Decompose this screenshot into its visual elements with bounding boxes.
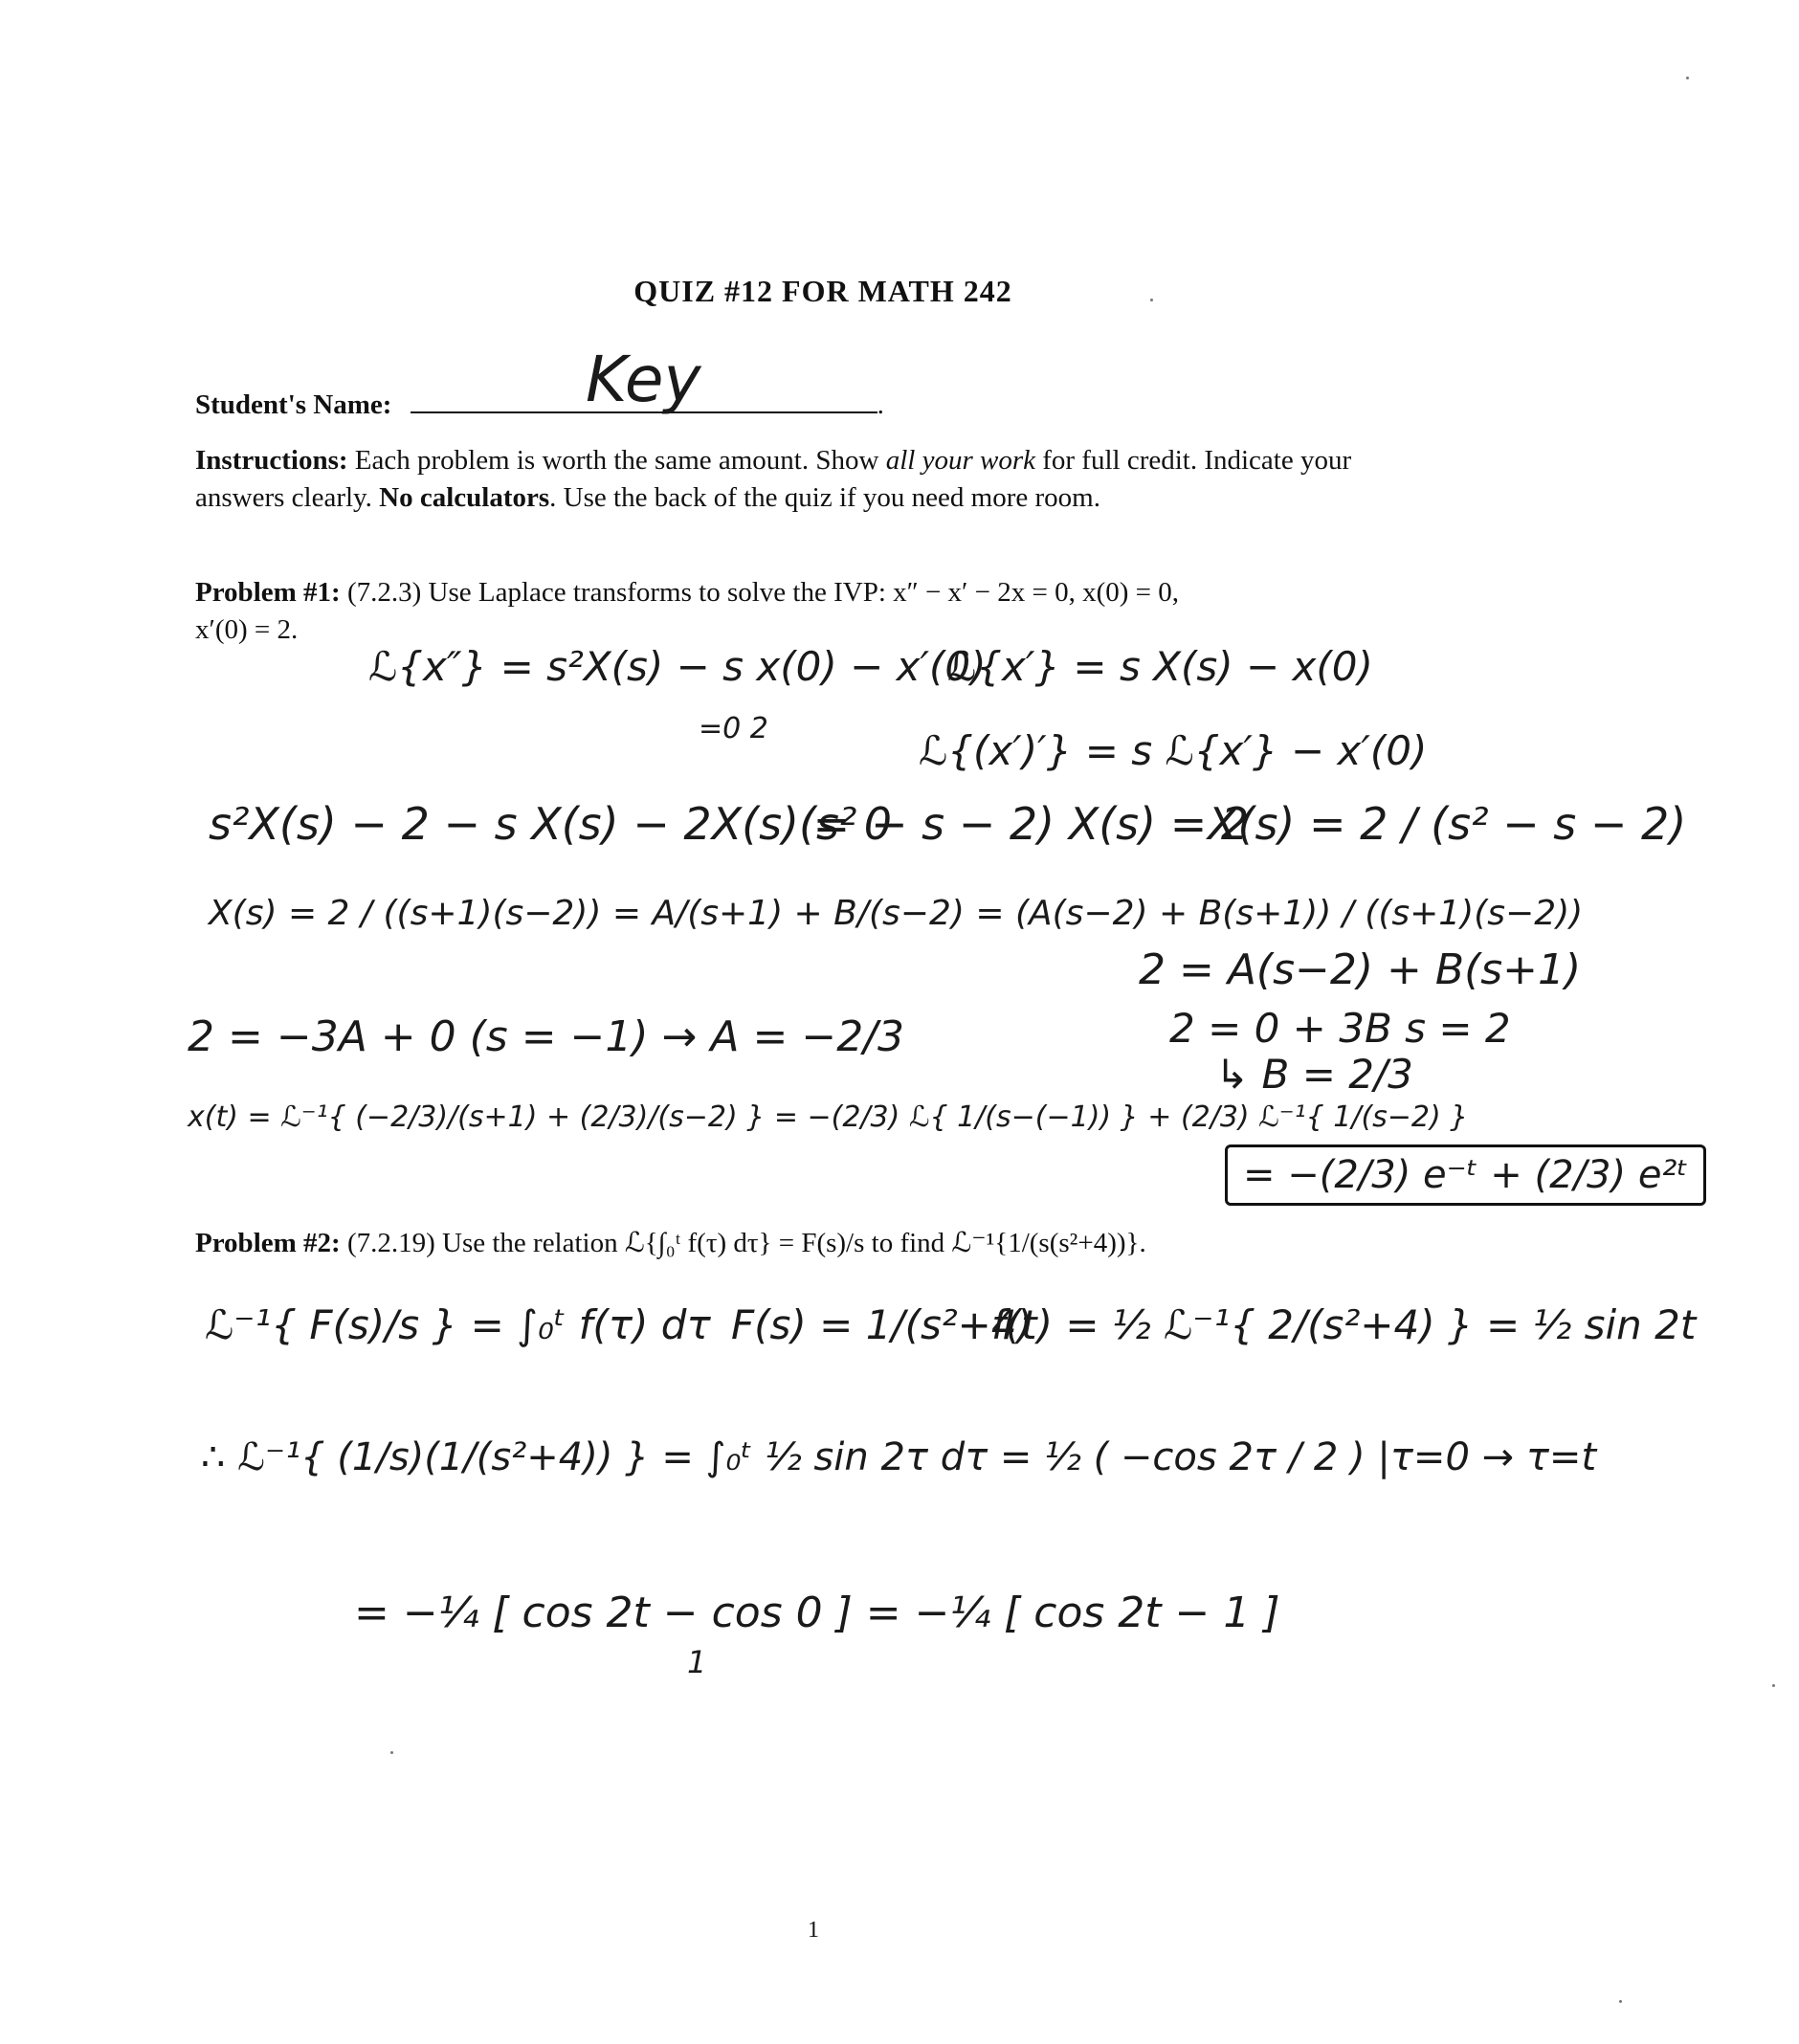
p1-coefficient-equation: 2 = A(s−2) + B(s+1) [1139, 945, 1582, 994]
problem-2-statement [195, 1225, 1497, 1262]
student-name-row: Student's Name: . [195, 383, 884, 424]
problem-1-text: (7.2.3) Use Laplace transforms to solve the IVP: x″ − x′ − 2x = 0, x(0) = 0, [340, 577, 1180, 608]
p1-laplace-note: ℒ{(x′)′} = s ℒ{x′} − x′(0) [919, 727, 1428, 774]
instructions-label: Instructions: [195, 445, 348, 476]
scan-speck [1619, 2000, 1622, 2003]
instructions-text-3: . Use the back of the quiz if you need more room. [549, 482, 1100, 513]
problem-2-label: Problem #2: [195, 1228, 341, 1258]
p2-final-answer: = −¼ [ cos 2t − cos 0 ] = −¼ [ cos 2t − 1 ] [354, 1589, 1280, 1637]
problem-1-text-2: x′(0) = 2. [195, 614, 299, 645]
p1-final-answer-box: = −(2/3) e⁻ᵗ + (2/3) e²ᵗ [1225, 1144, 1706, 1206]
scan-speck [1772, 1684, 1775, 1687]
p2-cos-zero-value: 1 [687, 1644, 707, 1680]
p1-factored-equation: (s² − s − 2) X(s) = 2 [799, 798, 1250, 850]
p2-F-definition: F(s) = 1/(s²+4) [731, 1301, 1033, 1348]
p1-solve-B-eq: 2 = 0 + 3B s = 2 [1169, 1005, 1511, 1052]
instructions-text-1: Each problem is worth the same amount. Show [347, 445, 886, 476]
p1-inverse-transform: x(t) = ℒ⁻¹{ (−2/3)/(s+1) + (2/3)/(s−2) } = −(2/3) ℒ{ 1/(s−(−1)) } + (2/3) ℒ⁻¹{ 1/(s−2) } [188, 1100, 1469, 1134]
scan-speck [1150, 299, 1153, 301]
instructions [195, 442, 1439, 517]
page-title: QUIZ #12 FOR MATH 242 [633, 274, 1012, 308]
p1-partial-fractions: X(s) = 2 / ((s+1)(s−2)) = A/(s+1) + B/(s−2) = (A(s−2) + B(s+1)) / ((s+1)(s−2)) [209, 894, 1584, 933]
problem-1-label: Problem #1: [195, 577, 341, 608]
p2-f-solution: f(t) = ½ ℒ⁻¹{ 2/(s²+4) } = ½ sin 2t [991, 1301, 1697, 1348]
problem-2-text: (7.2.19) Use the relation ℒ{∫₀ᵗ f(τ) dτ} = F(s)/s to find ℒ⁻¹{1/(s(s²+4))}. [340, 1228, 1146, 1258]
scan-speck [390, 1751, 393, 1754]
problem-1-statement [195, 574, 1458, 649]
instructions-emphasis: all your work [885, 445, 1035, 476]
p2-integral-relation: ℒ⁻¹{ F(s)/s } = ∫₀ᵗ f(τ) dτ [205, 1301, 711, 1348]
instructions-no-calculators: No calculators [379, 482, 550, 513]
p1-B-value: ↳ B = 2/3 [1215, 1051, 1413, 1098]
p1-solve-A: 2 = −3A + 0 (s = −1) → A = −2/3 [188, 1012, 905, 1061]
p1-initial-values: =0 2 [699, 712, 768, 745]
p1-transformed-equation: s²X(s) − 2 − s X(s) − 2X(s) = 0 [209, 798, 893, 850]
instructions-text-2: for full credit. Indicate your answers clearly. [195, 445, 1352, 513]
student-name-value: Key [586, 343, 701, 416]
p1-X-solution: X(s) = 2 / (s² − s − 2) [1208, 798, 1687, 850]
p1-laplace-first-derivative: ℒ{x′} = s X(s) − x(0) [947, 643, 1373, 690]
p1-laplace-second-derivative: ℒ{x″} = s²X(s) − s x(0) − x′(0) [368, 643, 987, 690]
page-number: 1 [808, 1918, 819, 1943]
scan-speck [1686, 77, 1689, 79]
p2-integral-evaluation: ∴ ℒ⁻¹{ (1/s)(1/(s²+4)) } = ∫₀ᵗ ½ sin 2τ dτ = ½ ( −cos 2τ / 2 ) |τ=0 → τ=t [201, 1435, 1597, 1479]
student-name-label: Student's Name: [195, 389, 392, 420]
